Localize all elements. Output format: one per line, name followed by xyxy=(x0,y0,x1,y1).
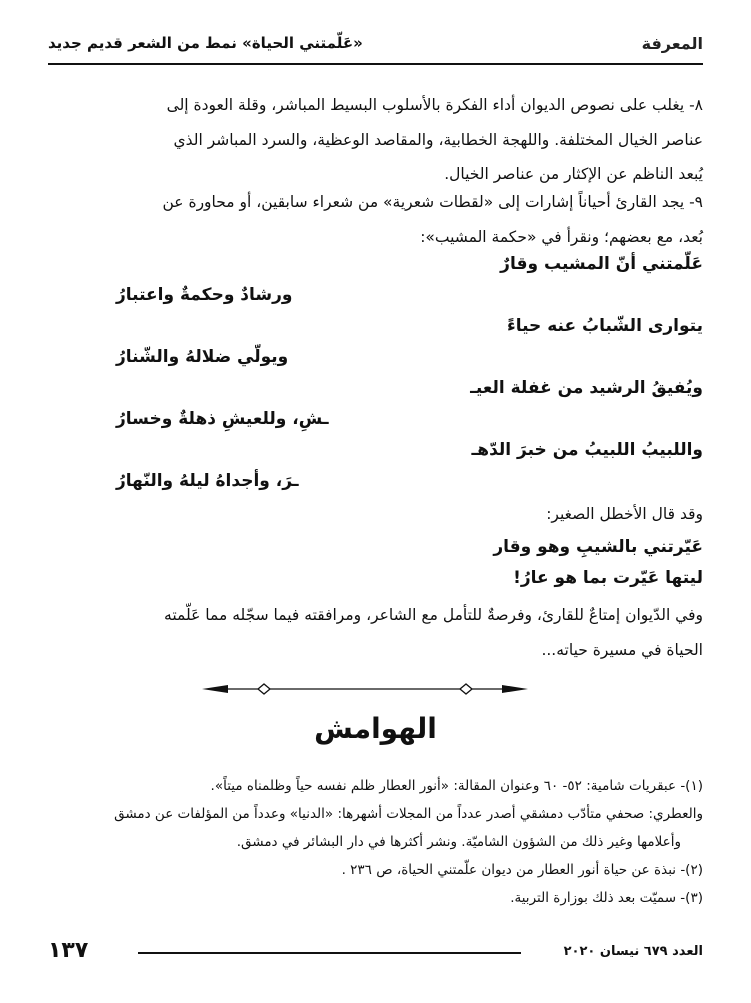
paragraph-line: عناصر الخيال المختلفة. واللهجة الخطابية، والمقاصد الوعظية، والسرد المباشر الذي xyxy=(173,130,703,149)
footnotes xyxy=(48,772,703,912)
paragraph-line: بُعد، مع بعضهم؛ ونقرأ في «حكمة المشيب»: xyxy=(420,227,703,246)
header-rule xyxy=(48,63,703,65)
paragraph-line: الحياة في مسيرة حياته... xyxy=(541,640,703,659)
paragraph-line: ٨- يغلب على نصوص الديوان أداء الفكرة بالأسلوب البسيط المباشر، وقلة العودة إلى xyxy=(166,96,703,114)
paragraph-8 xyxy=(48,88,703,192)
verse-line: ويُفيقُ الرشيد من غفلة العيـ xyxy=(470,378,703,398)
verse-line: واللبيبُ اللبيبُ من خبرَ الدّهـ xyxy=(471,440,703,460)
closing-paragraph xyxy=(48,598,703,667)
magazine-logo: المعرفة xyxy=(641,34,703,53)
verse-line: ويولّي ضلالهُ والشّنارُ xyxy=(116,347,289,367)
footnote-3: (٣)- سميّت بعد ذلك بوزارة التربية. xyxy=(510,890,703,906)
paragraph-line: ٩- يجد القارئ أحياناً إشارات إلى «لقطات شعرية» من شعراء سابقين، أو محاورة عن xyxy=(162,193,703,211)
akhtal-verse: ليتها عَيّرت بما هو عارُ! xyxy=(513,568,703,588)
page-header xyxy=(48,30,703,60)
paragraph-line: وفي الدّيوان إمتاعٌ للقارئ، وفرصةٌ للتأمل مع الشاعر، ومرافقته فيما سجّله مما عَلّمته xyxy=(164,606,703,624)
verse-line: يتوارى الشّبابُ عنه حياءً xyxy=(507,316,703,336)
footnote-1-continued: وأعلامها وغير ذلك من الشؤون الشاميّة. ونشر أكثرها في دار البشائر في دمشق. xyxy=(236,834,681,850)
footnote-1-continued: والعطري: صحفي متأدّب دمشقي أصدر عدداً من المجلات أشهرها: «الدنيا» وعدداً من المؤلفات عن دمشق xyxy=(114,806,703,822)
footnote-1: (١)- عبقريات شامية: ٥٢- ٦٠ وعنوان المقالة: «أنور العطار ظلم نفسه حياً وظلمناه ميتاً». xyxy=(210,778,703,794)
verse-line: ـرَ، وأجداهُ ليلهُ والنّهارُ xyxy=(116,471,299,491)
page-number: ١٣٧ xyxy=(48,938,89,963)
akhtal-verse: عَيّرتني بالشيبِ وهو وقار xyxy=(493,537,703,557)
footnote-2: (٢)- نبذة عن حياة أنور العطار من ديوان علّمتني الحياة، ص ٢٣٦ . xyxy=(341,862,703,878)
page-footer xyxy=(48,938,703,968)
footer-rule xyxy=(138,952,521,954)
issue-label: العدد ٦٧٩ نيسان ٢٠٢٠ xyxy=(563,944,703,959)
verse-line: عَلّمتني أنّ المشيب وقارٌ xyxy=(500,254,703,274)
ornament-divider xyxy=(200,680,530,698)
verse-line: ورشادٌ وحكمةٌ واعتبارُ xyxy=(116,285,293,305)
running-title: «عَلّمتني الحياة» نمط من الشعر قديم جديد xyxy=(48,34,363,52)
section-title: الهوامش xyxy=(314,712,437,745)
paragraph-9 xyxy=(48,185,703,254)
akhtal-intro: وقد قال الأخطل الصغير: xyxy=(546,505,703,523)
paragraph-line: يُبعد الناظم عن الإكثار من عناصر الخيال. xyxy=(444,165,703,183)
verse-line: ـشِ، وللعيشِ ذهلةٌ وخسارُ xyxy=(116,409,329,429)
